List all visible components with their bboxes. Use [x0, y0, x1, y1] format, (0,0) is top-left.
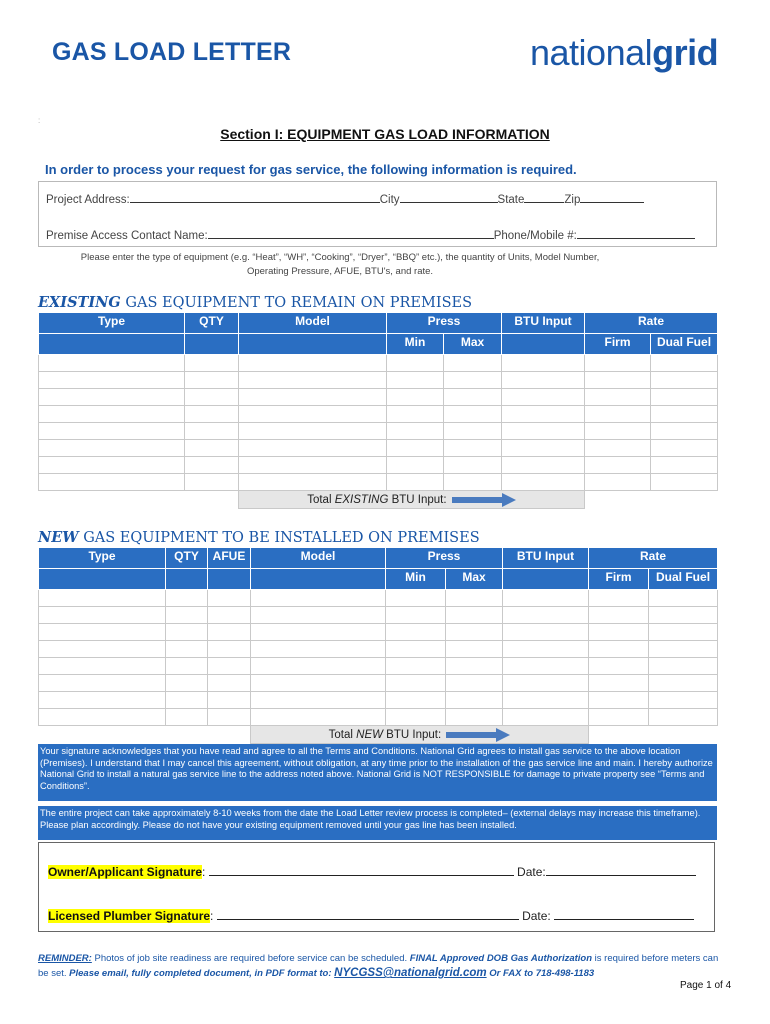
table-cell[interactable] [589, 641, 649, 658]
table-cell[interactable] [39, 372, 185, 389]
table-cell[interactable] [166, 607, 208, 624]
arrow-right-icon [452, 493, 516, 507]
table-cell[interactable] [39, 641, 166, 658]
table-cell[interactable] [651, 474, 718, 491]
col-model-sub [239, 334, 387, 355]
contact-name-field[interactable] [208, 228, 494, 239]
table-row [39, 389, 718, 406]
table-cell[interactable] [239, 372, 387, 389]
col-rate: Rate [585, 313, 718, 334]
table-cell[interactable] [444, 474, 502, 491]
table-cell[interactable] [39, 440, 185, 457]
existing-heading-text: GAS EQUIPMENT TO REMAIN ON PREMISES [120, 295, 473, 311]
existing-equipment-table [38, 312, 718, 509]
table-cell[interactable] [166, 658, 208, 675]
table-cell[interactable] [166, 675, 208, 692]
table-cell[interactable] [446, 590, 503, 607]
table-cell[interactable] [239, 474, 387, 491]
col-model: Model [239, 313, 387, 334]
page-number: Page 1 of 4 [680, 980, 732, 991]
table-row [39, 406, 718, 423]
table-cell[interactable] [446, 709, 503, 726]
table-cell[interactable] [166, 692, 208, 709]
col-rate-dual-fuel: Dual Fuel [649, 569, 718, 590]
state-label: State [497, 194, 525, 206]
table-cell[interactable] [39, 474, 185, 491]
table-cell[interactable] [185, 355, 239, 372]
table-cell[interactable] [251, 692, 386, 709]
table-cell[interactable] [251, 590, 386, 607]
owner-signature-label: Owner/Applicant Signature [48, 865, 203, 879]
col-rate-firm: Firm [589, 569, 649, 590]
fax-number: Or FAX to 718-498-1183 [486, 968, 595, 979]
logo-text-bold: grid [652, 32, 719, 73]
col-rate-firm: Firm [585, 334, 651, 355]
logo-text-regular: national [530, 32, 653, 73]
table-cell[interactable] [585, 474, 651, 491]
table-cell[interactable] [208, 675, 251, 692]
table-cell[interactable] [239, 423, 387, 440]
table-cell[interactable] [446, 692, 503, 709]
col-qty: QTY [166, 548, 208, 569]
equipment-note: Please enter the type of equipment (e.g. “Heat”, “WH”, “Cooking”, “Dryer”, “BBQ” etc.), the quantity of Units, Model Number, Operating Pressure, AFUE, BTU's, and rate. [80, 252, 600, 277]
table-cell[interactable] [239, 389, 387, 406]
table-cell[interactable] [502, 389, 585, 406]
table-cell[interactable] [649, 709, 718, 726]
col-press-max: Max [446, 569, 503, 590]
contact-name-label: Premise Access Contact Name: [46, 230, 208, 242]
table-cell[interactable] [446, 658, 503, 675]
existing-total-emph: EXISTING [334, 493, 389, 506]
col-press-max: Max [444, 334, 502, 355]
table-cell[interactable] [502, 355, 585, 372]
table-cell[interactable] [208, 607, 251, 624]
plumber-date-label: Date: [522, 909, 551, 923]
table-cell[interactable] [208, 709, 251, 726]
table-cell[interactable] [649, 590, 718, 607]
table-row [39, 355, 718, 372]
table-cell[interactable] [649, 641, 718, 658]
col-qty-sub [166, 569, 208, 590]
plumber-signature-field[interactable] [217, 909, 519, 920]
table-cell[interactable] [251, 641, 386, 658]
table-cell[interactable] [39, 709, 166, 726]
table-cell[interactable] [185, 474, 239, 491]
table-cell[interactable] [585, 423, 651, 440]
table-row [39, 709, 718, 726]
table-cell[interactable] [185, 389, 239, 406]
table-cell[interactable] [386, 709, 446, 726]
plumber-signature-line: Licensed Plumber Signature: Date: [48, 909, 694, 923]
spacer [585, 491, 718, 509]
table-cell[interactable] [185, 406, 239, 423]
table-cell[interactable] [251, 624, 386, 641]
table-cell[interactable] [444, 440, 502, 457]
reminder-emph-1: FINAL Approved DOB Gas Authorization [409, 953, 593, 964]
table-cell[interactable] [585, 372, 651, 389]
table-cell[interactable] [185, 457, 239, 474]
table-cell[interactable] [39, 406, 185, 423]
table-cell[interactable] [387, 423, 444, 440]
table-cell[interactable] [39, 607, 166, 624]
new-total-label: BTU Input: [382, 728, 442, 741]
table-cell[interactable] [649, 607, 718, 624]
table-cell[interactable] [502, 440, 585, 457]
reminder-text-2: is required before meters can be set. [38, 953, 719, 979]
existing-heading [38, 294, 472, 311]
national-grid-logo [530, 32, 718, 74]
email-link[interactable]: NYCGSS@nationalgrid.com [334, 967, 487, 979]
table-cell[interactable] [651, 355, 718, 372]
reminder-text-1: Photos of job site readiness are required before service can be scheduled. [91, 953, 410, 964]
new-total-prefix: Total [328, 728, 357, 741]
col-qty-sub [185, 334, 239, 355]
new-heading-emph: NEW [38, 529, 79, 546]
table-cell[interactable] [239, 406, 387, 423]
table-cell[interactable] [251, 675, 386, 692]
table-row [39, 658, 718, 675]
table-cell[interactable] [446, 607, 503, 624]
table-cell[interactable] [208, 641, 251, 658]
table-row [39, 474, 718, 491]
table-cell[interactable] [39, 658, 166, 675]
table-cell[interactable] [185, 372, 239, 389]
intro-text: In order to process your request for gas service, the following information is required. [45, 162, 577, 177]
table-cell[interactable] [503, 658, 589, 675]
table-cell[interactable] [39, 423, 185, 440]
table-row [39, 457, 718, 474]
new-heading-text: GAS EQUIPMENT TO BE INSTALLED ON PREMISES [78, 530, 480, 546]
new-total-cell [251, 726, 589, 744]
table-row [39, 675, 718, 692]
spacer [589, 726, 718, 744]
table-cell[interactable] [387, 440, 444, 457]
table-cell[interactable] [39, 355, 185, 372]
new-equipment-table [38, 547, 718, 744]
col-type-sub [39, 334, 185, 355]
new-heading [38, 529, 480, 546]
table-cell[interactable] [386, 590, 446, 607]
arrow-right-icon [446, 728, 510, 742]
spacer [39, 491, 239, 509]
table-row [39, 423, 718, 440]
city-label: City [379, 194, 400, 206]
spacer [39, 726, 251, 744]
col-type-sub [39, 569, 166, 590]
table-cell[interactable] [589, 624, 649, 641]
table-cell[interactable] [585, 457, 651, 474]
project-address-field[interactable] [130, 192, 380, 203]
table-cell[interactable] [503, 709, 589, 726]
table-cell[interactable] [39, 457, 185, 474]
table-cell[interactable] [39, 692, 166, 709]
table-cell[interactable] [651, 423, 718, 440]
table-cell[interactable] [166, 624, 208, 641]
terms-acknowledgement: Your signature acknowledges that you have read and agree to all the Terms and Conditions. National Grid agrees to install gas service to the above location (Premises). I understand that I may cancel this agreement, without obligation, at any time prior to the installation of the gas service line and main. I hereby authorize National Grid to install a natural gas service line to the address noted above. National Grid is NOT RESPONSIBLE for damage to private property see “Terms and Conditions”. [38, 744, 717, 801]
table-cell[interactable] [39, 590, 166, 607]
table-cell[interactable] [208, 658, 251, 675]
table-cell[interactable] [166, 641, 208, 658]
table-cell[interactable] [444, 406, 502, 423]
table-cell[interactable] [387, 457, 444, 474]
table-cell[interactable] [503, 624, 589, 641]
table-cell[interactable] [502, 474, 585, 491]
new-total-emph: NEW [356, 728, 383, 741]
table-cell[interactable] [386, 624, 446, 641]
table-cell[interactable] [589, 709, 649, 726]
table-cell[interactable] [387, 474, 444, 491]
reminder-emph-2: Please email, fully completed document, in PDF format to: [69, 968, 335, 979]
existing-rows [39, 355, 718, 491]
phone-label: Phone/Mobile #: [493, 230, 577, 242]
col-btu-sub [503, 569, 589, 590]
table-cell[interactable] [208, 590, 251, 607]
table-cell[interactable] [503, 590, 589, 607]
table-cell[interactable] [185, 423, 239, 440]
table-cell[interactable] [239, 355, 387, 372]
col-press-min: Min [386, 569, 446, 590]
col-model-sub [251, 569, 386, 590]
page-title: GAS LOAD LETTER [52, 38, 292, 66]
col-btu-sub [502, 334, 585, 355]
existing-total-prefix: Total [307, 493, 335, 506]
table-row [39, 692, 718, 709]
col-type: Type [39, 548, 166, 569]
phone-field[interactable] [577, 228, 695, 239]
table-cell[interactable] [502, 372, 585, 389]
col-afue-sub [208, 569, 251, 590]
table-cell[interactable] [387, 355, 444, 372]
table-cell[interactable] [387, 389, 444, 406]
table-cell[interactable] [649, 624, 718, 641]
new-rows [39, 590, 718, 726]
col-btu-input: BTU Input [502, 313, 585, 334]
address-line [46, 192, 644, 206]
table-cell[interactable] [649, 692, 718, 709]
col-btu-input: BTU Input [503, 548, 589, 569]
table-cell[interactable] [589, 675, 649, 692]
table-cell[interactable] [503, 692, 589, 709]
table-cell[interactable] [589, 692, 649, 709]
table-cell[interactable] [651, 372, 718, 389]
table-cell[interactable] [444, 355, 502, 372]
table-cell[interactable] [386, 692, 446, 709]
owner-signature-field[interactable] [209, 865, 514, 876]
owner-signature-line: Owner/Applicant Signature: Date: [48, 865, 696, 879]
table-cell[interactable] [387, 372, 444, 389]
table-row [39, 624, 718, 641]
project-address-label: Project Address: [46, 194, 130, 206]
table-cell[interactable] [651, 406, 718, 423]
col-afue: AFUE [208, 548, 251, 569]
plumber-signature-label: Licensed Plumber Signature [48, 909, 211, 923]
owner-date-field[interactable] [546, 865, 696, 876]
table-row [39, 607, 718, 624]
table-cell[interactable] [502, 457, 585, 474]
table-cell[interactable] [585, 440, 651, 457]
table-cell[interactable] [446, 675, 503, 692]
table-cell[interactable] [39, 389, 185, 406]
zip-label: Zip [564, 194, 581, 206]
table-cell[interactable] [386, 658, 446, 675]
table-cell[interactable] [651, 457, 718, 474]
reminder-label: REMINDER: [38, 953, 92, 964]
table-cell[interactable] [444, 457, 502, 474]
existing-total-cell [239, 491, 585, 509]
table-cell[interactable] [589, 590, 649, 607]
table-cell[interactable] [39, 675, 166, 692]
col-press: Press [387, 313, 502, 334]
table-cell[interactable] [446, 624, 503, 641]
table-cell[interactable] [239, 457, 387, 474]
section-title: Section I: EQUIPMENT GAS LOAD INFORMATION [220, 126, 550, 142]
table-cell[interactable] [251, 658, 386, 675]
table-cell[interactable] [446, 641, 503, 658]
zip-field[interactable] [580, 192, 644, 203]
table-cell[interactable] [649, 658, 718, 675]
contact-line [46, 228, 695, 242]
table-cell[interactable] [444, 389, 502, 406]
plumber-date-field[interactable] [554, 909, 694, 920]
table-cell[interactable] [251, 709, 386, 726]
table-cell[interactable] [589, 658, 649, 675]
table-cell[interactable] [589, 607, 649, 624]
table-cell[interactable] [502, 406, 585, 423]
tiny-mark: : [38, 116, 41, 125]
existing-total-label: BTU Input: [388, 493, 447, 506]
table-cell[interactable] [585, 389, 651, 406]
existing-heading-emph: EXISTING [38, 294, 121, 311]
table-cell[interactable] [649, 675, 718, 692]
table-cell[interactable] [39, 624, 166, 641]
col-qty: QTY [185, 313, 239, 334]
table-cell[interactable] [166, 590, 208, 607]
table-cell[interactable] [239, 440, 387, 457]
owner-date-label: Date: [517, 865, 546, 879]
table-cell[interactable] [386, 607, 446, 624]
timeline-notice: The entire project can take approximately 8-10 weeks from the date the Load Letter review process is completed– (external delays may increase this timeframe). Please plan accordingly. Please do not have your existing equipment removed until your gas line has been installed. [38, 806, 717, 840]
table-cell[interactable] [386, 641, 446, 658]
col-type: Type [39, 313, 185, 334]
table-row [39, 641, 718, 658]
table-cell[interactable] [585, 406, 651, 423]
signature-box [38, 842, 715, 932]
table-cell[interactable] [185, 440, 239, 457]
table-cell[interactable] [651, 389, 718, 406]
state-field[interactable] [524, 192, 564, 203]
col-rate-dual-fuel: Dual Fuel [651, 334, 718, 355]
table-row [39, 372, 718, 389]
table-cell[interactable] [444, 372, 502, 389]
col-press: Press [386, 548, 503, 569]
table-cell[interactable] [251, 607, 386, 624]
table-cell[interactable] [444, 423, 502, 440]
project-info-box [38, 181, 717, 247]
table-cell[interactable] [503, 607, 589, 624]
table-cell[interactable] [387, 406, 444, 423]
table-cell[interactable] [386, 675, 446, 692]
table-cell[interactable] [503, 675, 589, 692]
col-press-min: Min [387, 334, 444, 355]
table-cell[interactable] [166, 709, 208, 726]
col-rate: Rate [589, 548, 718, 569]
table-row [39, 440, 718, 457]
table-cell[interactable] [585, 355, 651, 372]
reminder-text [38, 952, 728, 981]
table-cell[interactable] [503, 641, 589, 658]
table-cell[interactable] [208, 624, 251, 641]
table-cell[interactable] [502, 423, 585, 440]
table-cell[interactable] [651, 440, 718, 457]
city-field[interactable] [400, 192, 498, 203]
table-row [39, 590, 718, 607]
col-model: Model [251, 548, 386, 569]
table-cell[interactable] [208, 692, 251, 709]
